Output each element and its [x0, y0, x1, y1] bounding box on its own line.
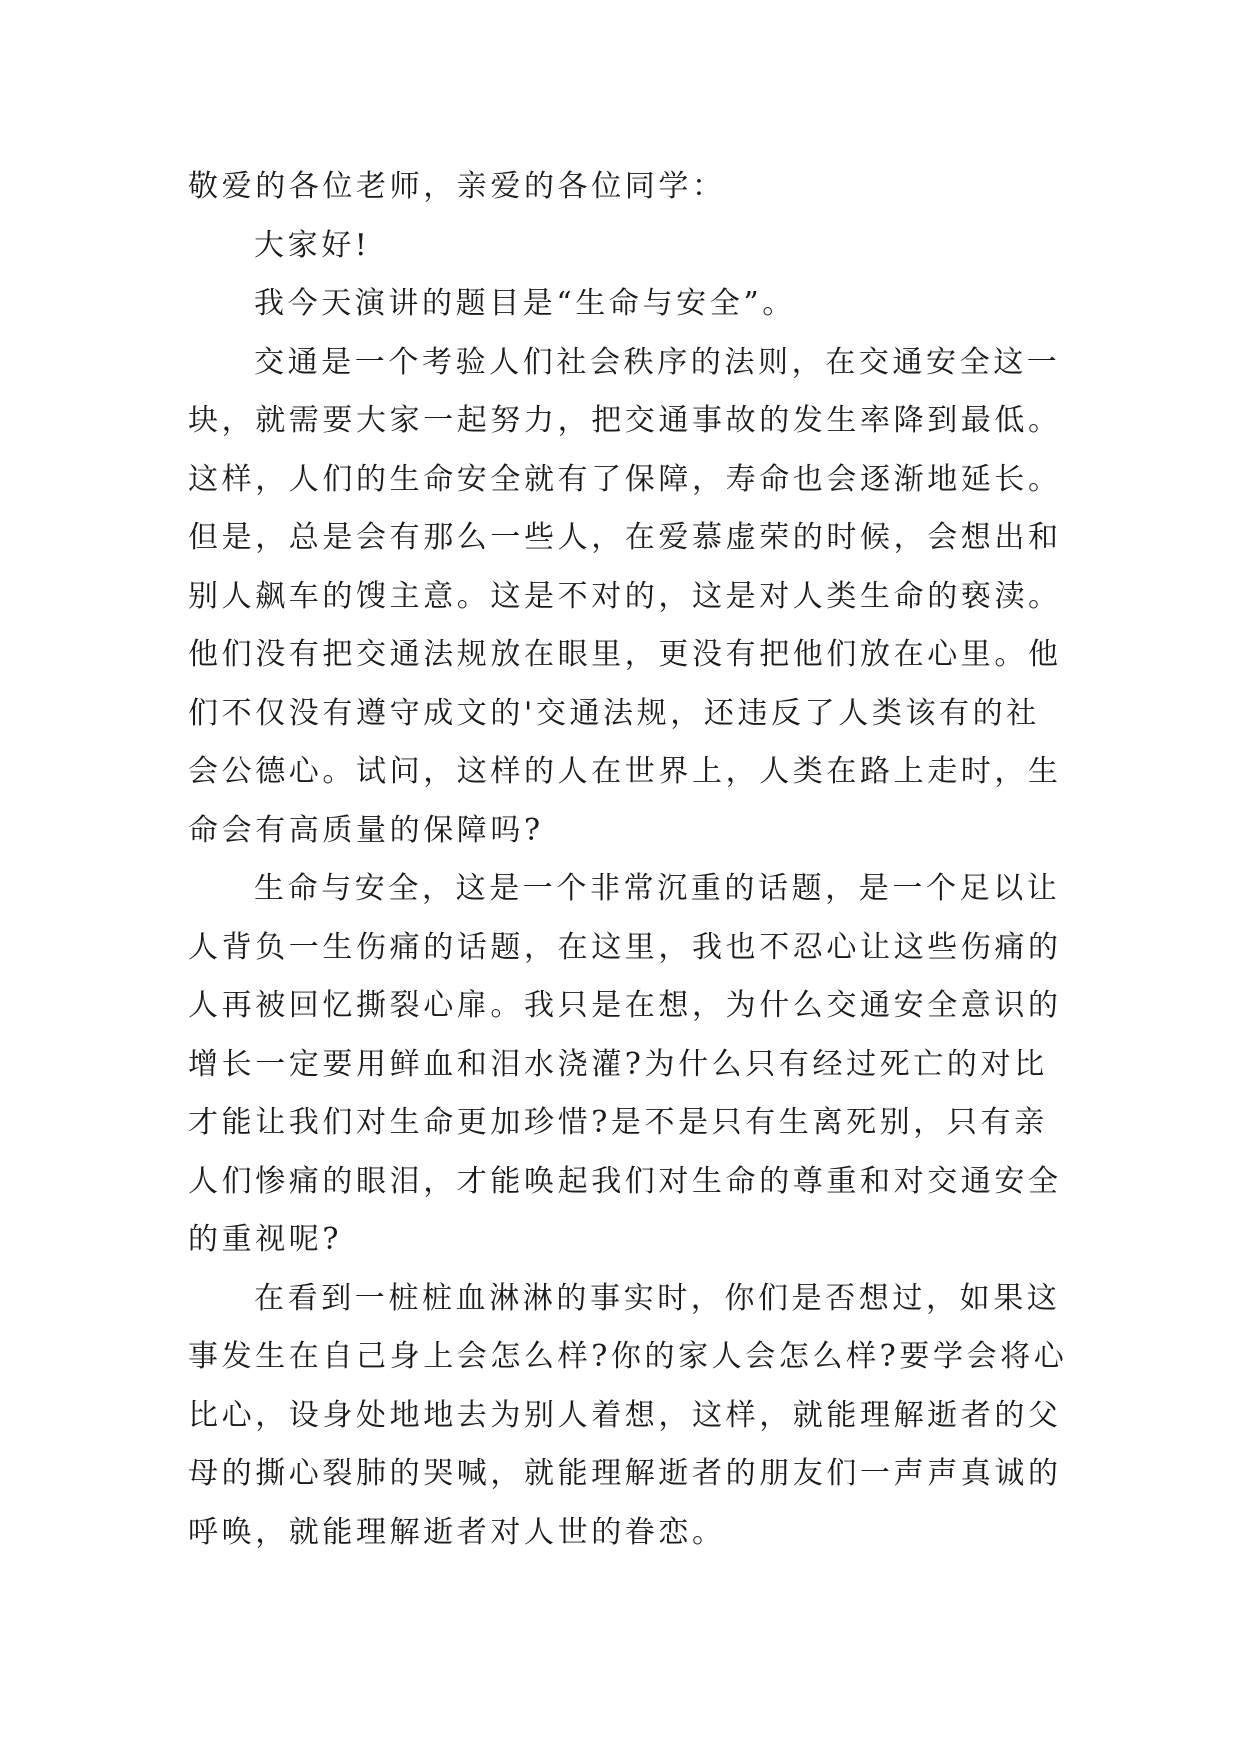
- text-line: 这样，人们的生命安全就有了保障，寿命也会逐渐地延长。: [188, 461, 1062, 497]
- text-line: 别人飙车的馊主意。这是不对的，这是对人类生命的亵渎。: [188, 578, 1062, 614]
- text-line: 命会有高质量的保障吗?: [188, 812, 544, 848]
- text-line: 在看到一桩桩血淋淋的事实时，你们是否想过，如果这: [254, 1280, 1061, 1316]
- text-line: 事发生在自己身上会怎么样?你的家人会怎么样?要学会将心: [188, 1339, 1068, 1374]
- text-line: 块，就需要大家一起努力，把交通事故的发生率降到最低。: [188, 403, 1062, 438]
- text-line: 人背负一生伤痛的话题，在这里，我也不忍心让这些伤痛的: [188, 929, 1062, 965]
- text-line: 他们没有把交通法规放在眼里，更没有把他们放在心里。他: [188, 637, 1062, 672]
- text-line: 人再被回忆撕裂心扉。我只是在想，为什么交通安全意识的: [188, 988, 1062, 1023]
- text-line: 交通是一个考验人们社会秩序的法则，在交通安全这一: [254, 344, 1061, 380]
- text-line: 生命与安全，这是一个非常沉重的话题，是一个足以让: [254, 871, 1061, 906]
- text-line: 才能让我们对生命更加珍惜?是不是只有生离死别，只有亲: [188, 1105, 1048, 1140]
- text-line: 我今天演讲的题目是“生命与安全”。: [254, 286, 796, 321]
- text-line: 会公德心。试问，这样的人在世界上，人类在路上走时，生: [188, 754, 1062, 789]
- text-line: 的重视呢?: [188, 1222, 343, 1257]
- text-line: 敬爱的各位老师，亲爱的各位同学：: [188, 169, 726, 204]
- text-line: 母的撕心裂肺的哭喊，就能理解逝者的朋友们一声声真诚的: [188, 1456, 1062, 1491]
- text-line: 增长一定要用鲜血和泪水浇灌?为什么只有经过死亡的对比: [188, 1046, 1048, 1082]
- text-line: 人们惨痛的眼泪，才能唤起我们对生命的尊重和对交通安全: [188, 1163, 1062, 1199]
- text-line: 们不仅没有遵守成文的'交通法规，还违反了人类该有的社: [188, 695, 1040, 731]
- text-line: 大家好!: [254, 227, 371, 263]
- text-line: 呼唤，就能理解逝者对人世的眷恋。: [188, 1514, 726, 1550]
- text-line: 比心，设身处地地去为别人着想，这样，就能理解逝者的父: [188, 1397, 1062, 1433]
- text-line: 但是，总是会有那么一些人，在爱慕虚荣的时候，会想出和: [188, 520, 1062, 555]
- speech-text: [188, 158, 1068, 1562]
